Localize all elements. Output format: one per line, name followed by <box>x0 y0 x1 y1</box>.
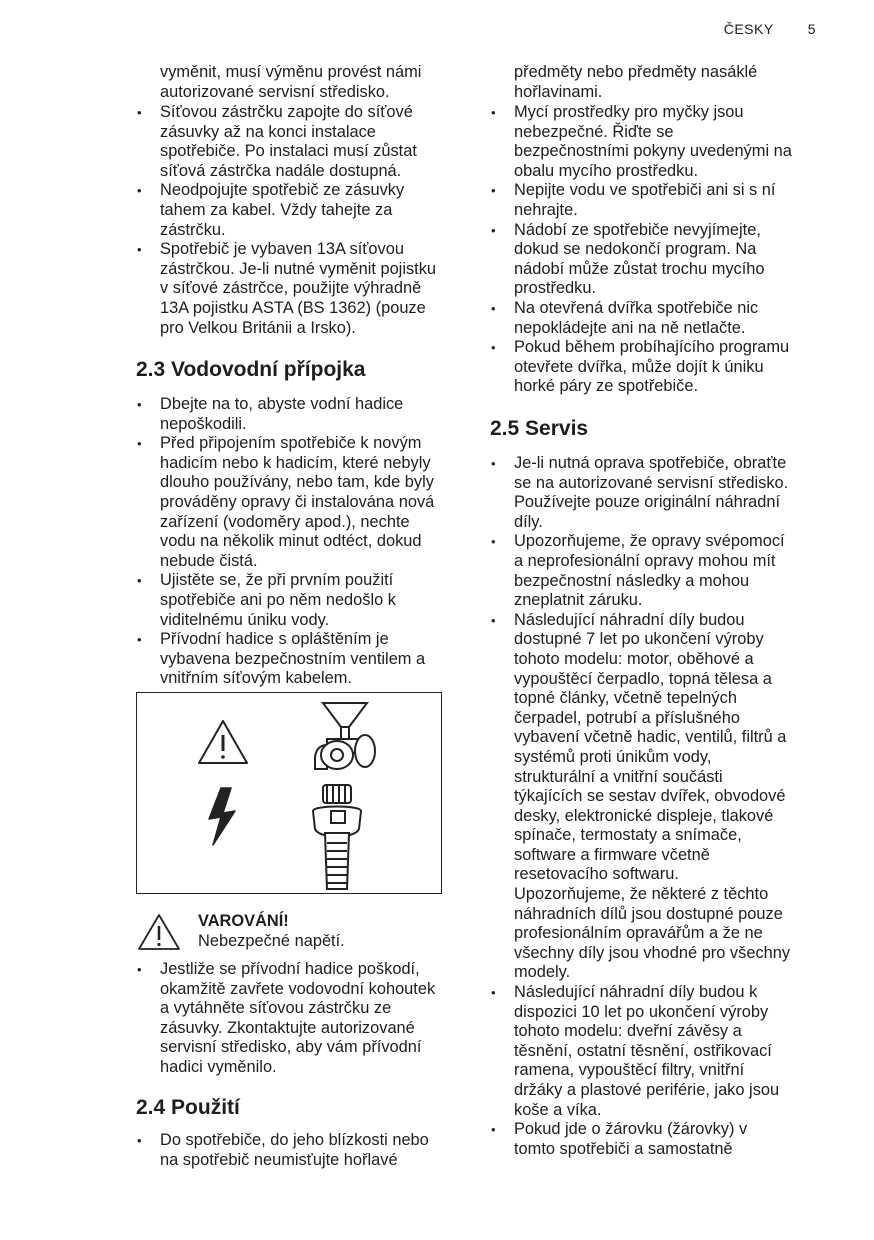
section-heading-2-4: 2.4 Použití <box>136 1096 240 1119</box>
text-line: Před připojením spotřebiče k novým <box>160 434 422 453</box>
lightning-icon <box>209 788 235 845</box>
list-item <box>490 454 824 532</box>
text-line: otevřete dvířka, může dojít k úniku <box>514 357 764 376</box>
text-line: bezpečnostní následky a mohou <box>514 571 750 590</box>
text-line: čerpadel, potrubí a příslušného <box>514 708 740 727</box>
warning-icon <box>136 912 182 952</box>
left-intro <box>160 63 470 102</box>
left-bullets-23 <box>136 395 466 689</box>
text-line: tohoto modelu: motor, oběhové a <box>514 649 754 668</box>
text-line: Na otevřená dvířka spotřebiče nic <box>514 298 759 317</box>
text-line: pro Velkou Británii a Irsko). <box>160 318 356 337</box>
water-tap-icon <box>315 703 375 769</box>
list-item <box>490 611 824 983</box>
text-line: prostředku. <box>514 279 596 298</box>
warning-text: Nebezpečné napětí. <box>198 932 345 950</box>
list-item <box>136 434 466 571</box>
text-line: dokud se nedokončí program. Na <box>514 240 757 259</box>
text-line: Do spotřebiče, do jeho blízkosti nebo <box>160 1131 429 1149</box>
text-line: síťová zástrčka nadále dostupná. <box>160 161 402 180</box>
section-heading-2-3: 2.3 Vodovodní přípojka <box>136 358 366 381</box>
text-line: předměty nebo předměty nasáklé <box>514 63 758 81</box>
text-line: spotřebiče. Po instalaci musí zůstat <box>160 142 417 161</box>
warning-block <box>136 912 466 962</box>
text-line: dostupné 7 let po ukončení výroby <box>514 630 764 649</box>
text-line: Spotřebič je vybaven 13A síťovou <box>160 240 404 259</box>
text-line: bezpečnostními pokyny uvedenými na <box>514 142 792 161</box>
text-line: nebude čistá. <box>160 551 258 570</box>
list-item <box>490 983 824 1120</box>
text-line: viditelnému úniku vody. <box>160 610 330 629</box>
text-line: servisní středisko, aby vám přívodní <box>160 1038 422 1057</box>
list-item <box>490 181 824 220</box>
text-line: ramena, vypouštěcí filtry, vnitřní <box>514 1061 745 1080</box>
text-line: zásuvky až na konci instalace <box>160 122 376 141</box>
text-line: tahem za kabel. Vždy tahejte za <box>160 200 393 219</box>
text-line: Následující náhradní díly budou <box>514 610 745 629</box>
section-heading-2-5: 2.5 Servis <box>490 417 589 440</box>
text-line: horké páry ze spotřebiče. <box>514 377 699 396</box>
hose-illustration <box>137 693 440 892</box>
list-item <box>136 960 466 1078</box>
text-line: náhradních dílů jsou dostupné pouze <box>514 904 783 923</box>
text-line: obalu mycího prostředku. <box>514 161 699 180</box>
text-line: zástrčkou. Je-li nutné vyměnit pojistku <box>160 259 437 278</box>
right-bullets-a <box>490 103 824 397</box>
right-intro <box>514 63 824 102</box>
text-line: koše a víka. <box>514 1100 602 1119</box>
text-line: Dbejte na to, abyste vodní hadice <box>160 395 404 413</box>
text-line: držáky a plastové periférie, jako jsou <box>514 1081 780 1099</box>
text-line: těsnění, ostatní těsnění, ostřikovací <box>514 1041 772 1060</box>
text-line: zařízení (vodoměry apod.), nechte <box>160 512 410 531</box>
text-line: všechny díly jsou vhodné pro všechny <box>514 943 791 962</box>
left-bullets-a <box>136 103 466 338</box>
text-line: vnitřním síťovým kabelem. <box>160 669 352 688</box>
page-header <box>724 21 816 37</box>
text-line: na spotřebič neumisťujte hořlavé <box>160 1150 398 1169</box>
text-line: profesionálním opravářům a že ne <box>514 924 763 943</box>
text-line: nepokládejte ani na ně netlačte. <box>514 318 746 337</box>
page-number: 5 <box>807 21 816 37</box>
text-line: zneplatnit záruku. <box>514 591 643 610</box>
text-line: Nádobí ze spotřebiče nevyjímejte, <box>514 220 761 239</box>
text-line: nehrajte. <box>514 200 578 219</box>
left-bullets-24 <box>136 1131 466 1170</box>
text-line: Upozorňujeme, že některé z těchto <box>514 885 769 904</box>
hose-connector-icon <box>313 785 361 889</box>
list-item <box>490 1120 824 1159</box>
list-item <box>490 103 824 181</box>
left-bullets-b <box>136 960 466 1078</box>
text-line: autorizované servisní středisko. <box>160 82 390 101</box>
text-line: Jestliže se přívodní hadice poškodí, <box>160 960 420 978</box>
text-line: Následující náhradní díly budou k <box>514 983 758 1002</box>
text-line: zástrčku. <box>160 220 226 239</box>
text-line: vybavena bezpečnostním ventilem a <box>160 649 426 668</box>
text-line: nepoškodili. <box>160 414 247 433</box>
text-line: topné články, včetně tepelných <box>514 689 737 708</box>
text-line: vodu na několik minut odtéct, dokud <box>160 532 422 551</box>
language-label: ČESKY <box>723 21 774 37</box>
warning-title: VAROVÁNÍ! <box>198 912 289 930</box>
text-line: resetovacího softwaru. <box>514 865 679 884</box>
list-item <box>136 103 466 181</box>
text-line: Mycí prostředky pro myčky jsou <box>514 103 744 121</box>
text-line: Síťovou zástrčku zapojte do síťové <box>160 103 413 121</box>
text-line: nebezpečné. Řiďte se <box>514 122 674 141</box>
text-line: spínače, termostaty a snímače, <box>514 826 742 845</box>
text-line: tomto spotřebiči a samostatně <box>514 1139 733 1158</box>
text-line: Ujistěte se, že při prvním použití <box>160 571 394 590</box>
text-line: systémů proti únikům vody, <box>514 747 712 766</box>
text-line: dlouho používány, nebo tam, kde byly <box>160 473 434 492</box>
hose-safety-figure <box>136 692 442 894</box>
text-line: hadicím nebo k hadicím, které nebyly <box>160 453 431 472</box>
text-line: vypouštěcí čerpadlo, topná tělesa a <box>514 669 772 688</box>
list-item <box>490 532 824 610</box>
text-line: Pokud jde o žárovku (žárovky) v <box>514 1120 748 1139</box>
text-line: modely. <box>514 963 571 982</box>
list-item <box>136 571 466 630</box>
text-line: vybavení včetně hadic, ventilů, filtrů a <box>514 728 787 747</box>
text-line: hořlavinami. <box>514 82 603 101</box>
text-line: a vytáhněte síťovou zástrčku ze <box>160 999 392 1018</box>
text-line: Používejte pouze originální náhradní <box>514 493 781 512</box>
text-line: díly. <box>514 512 543 531</box>
list-item <box>136 1131 466 1170</box>
text-line: Neodpojujte spotřebič ze zásuvky <box>160 181 405 200</box>
text-line: tohoto modelu: dveřní závěsy a <box>514 1022 742 1041</box>
list-item <box>136 181 466 240</box>
text-line: okamžitě zavřete vodovodní kohoutek <box>160 979 436 998</box>
list-item <box>490 221 824 299</box>
text-line: hadici vyměnilo. <box>160 1057 277 1076</box>
text-line: se na autorizované servisní středisko. <box>514 473 789 492</box>
text-line: Přívodní hadice s opláštěním je <box>160 630 389 649</box>
text-line: Nepijte vodu ve spotřebiči ani si s ní <box>514 181 776 200</box>
text-line: vyměnit, musí výměnu provést námi <box>160 63 422 81</box>
text-line: a neprofesionální opravy mohou mít <box>514 551 776 570</box>
text-line: zásuvky. Zkontaktujte autorizované <box>160 1018 415 1037</box>
text-line: prováděny opravy či instalována nová <box>160 492 435 511</box>
text-line: Pokud během probíhajícího programu <box>514 338 790 357</box>
list-item <box>136 630 466 689</box>
text-line: strukturální a vnitřní součásti <box>514 767 723 786</box>
text-line: nádobí může zůstat trochu mycího <box>514 259 765 278</box>
list-item <box>490 338 824 397</box>
list-item <box>136 240 466 338</box>
text-line: týkajících se sestav dvířek, obvodové <box>514 787 786 806</box>
text-line: software a firmware včetně <box>514 845 710 864</box>
text-line: desky, elektronické displeje, tlakové <box>514 806 774 825</box>
text-line: dispozici 10 let po ukončení výroby <box>514 1002 769 1021</box>
text-line: v síťové zástrčce, použijte výhradně <box>160 279 422 298</box>
warning-triangle-icon <box>199 721 247 763</box>
right-bullets-25 <box>490 454 824 1159</box>
list-item <box>136 395 466 434</box>
list-item <box>490 299 824 338</box>
text-line: spotřebiče ani po něm nedošlo k <box>160 590 396 609</box>
text-line: Je-li nutná oprava spotřebiče, obraťte <box>514 454 787 472</box>
text-line: 13A pojistku ASTA (BS 1362) (pouze <box>160 298 426 317</box>
text-line: Upozorňujeme, že opravy svépomocí <box>514 532 785 551</box>
